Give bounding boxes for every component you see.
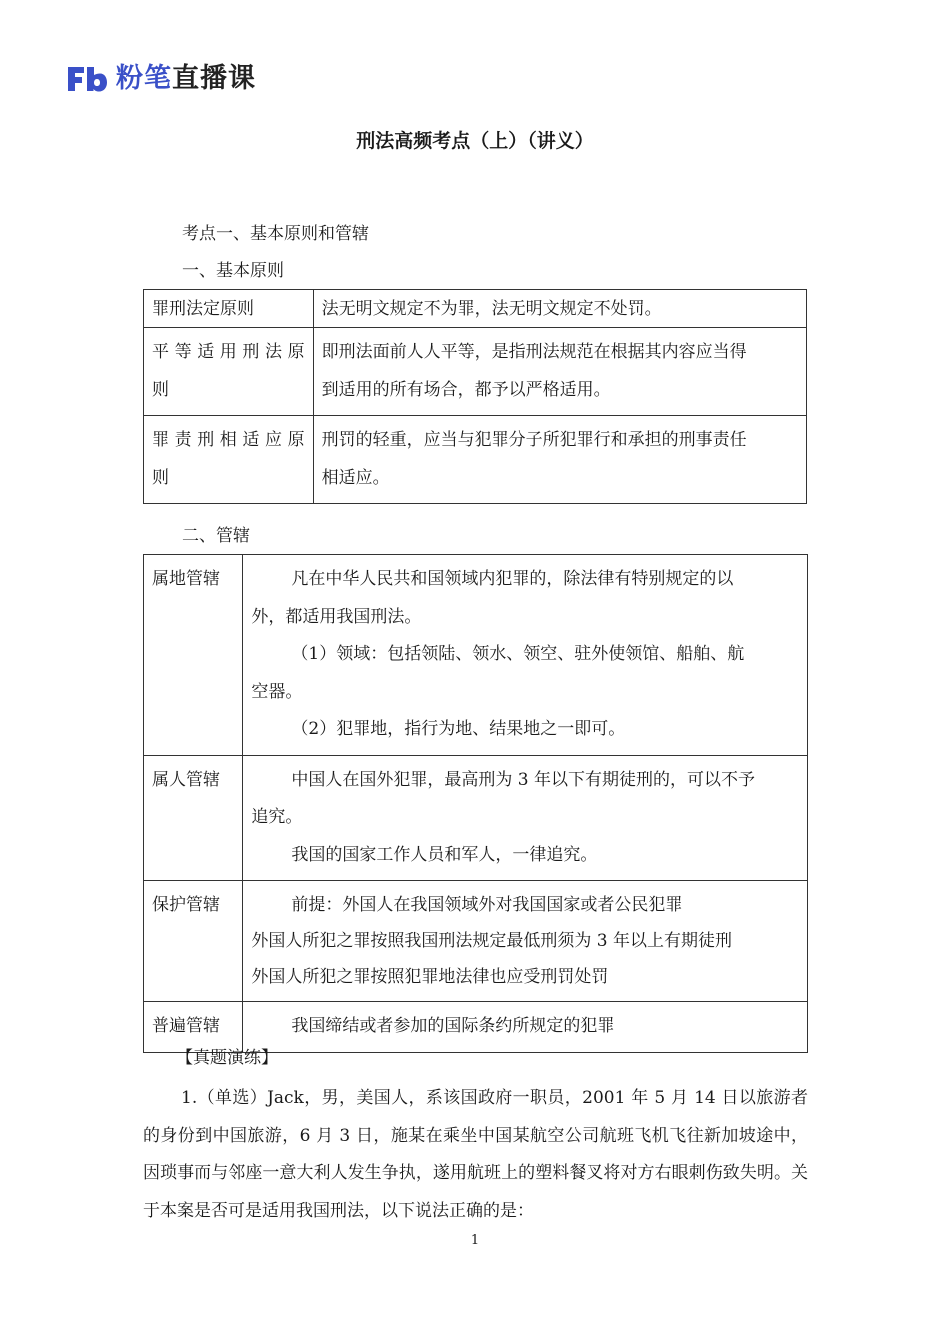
exercise-heading: 【真题演练】 — [176, 1048, 278, 1068]
basic-principles-table — [143, 289, 807, 504]
jurisdiction-content: 中国人在国外犯罪，最高刑为 3 年以下有期徒刑的，可以不予 追究。 我国的国家工作人员和军人，一律追究。 — [243, 755, 808, 881]
fenbi-logo — [66, 62, 256, 96]
jurisdiction-table — [143, 554, 808, 1053]
document-title: 刑法高频考点（上）（讲义） — [356, 130, 594, 152]
page-number: 1 — [470, 1233, 480, 1248]
principle-content: 即刑法面前人人平等，是指刑法规范在根据其内容应当得 到适用的所有场合，都予以严格适用。 — [313, 328, 806, 416]
principle-label: 罪责刑相适应原 则 — [144, 416, 314, 504]
table-row — [144, 755, 808, 881]
table-row — [144, 416, 807, 504]
fb-logo-icon — [66, 65, 108, 93]
table-row — [144, 290, 807, 328]
principle-label: 平等适用刑法原 则 — [144, 328, 314, 416]
table-row — [144, 555, 808, 756]
jurisdiction-content: 凡在中华人民共和国领域内犯罪的，除法律有特别规定的以 外，都适用我国刑法。 （1）领域：包括领陆、领水、领空、驻外使领馆、船舶、航 空器。 （2）犯罪地，指行为地、结果地之一即可。 — [243, 555, 808, 756]
subheading-jurisdiction: 二、管辖 — [182, 526, 250, 546]
table-row — [144, 881, 808, 1002]
jurisdiction-content: 前提：外国人在我国领域外对我国国家或者公民犯罪 外国人所犯之罪按照我国刑法规定最低刑须为 3 年以上有期徒刑 外国人所犯之罪按照犯罪地法律也应受刑罚处罚 — [243, 881, 808, 1002]
jurisdiction-label: 属人管辖 — [144, 755, 243, 881]
jurisdiction-label: 保护管辖 — [144, 881, 243, 1002]
principle-label: 罪刑法定原则 — [144, 290, 314, 328]
section-heading: 考点一、基本原则和管辖 — [182, 224, 369, 244]
jurisdiction-label: 属地管辖 — [144, 555, 243, 756]
table-row — [144, 328, 807, 416]
principle-content: 刑罚的轻重，应当与犯罪分子所犯罪行和承担的刑事责任 相适应。 — [313, 416, 806, 504]
subheading-basic-principles: 一、基本原则 — [182, 261, 284, 281]
jurisdiction-label: 普遍管辖 — [144, 1002, 243, 1053]
principle-content: 法无明文规定不为罪，法无明文规定不处罚。 — [313, 290, 806, 328]
table-row — [144, 1002, 808, 1053]
jurisdiction-content: 我国缔结或者参加的国际条约所规定的犯罪 — [243, 1002, 808, 1053]
question-text: 1.（单选）Jack，男，美国人，系该国政府一职员，2001 年 5 月 14 日以旅游者的身份到中国旅游，6 月 3 日，施某在乘坐中国某航空公司航班飞机飞往新加坡途中，因琐事而与邻座一意大利人发生争执，遂用航班上的塑料餐叉将对方右眼刺伤致失明。关于本案是否可是适用我国刑法，以下说法正确的是： — [143, 1088, 808, 1221]
logo-text: 粉笔直播课 — [116, 63, 256, 94]
